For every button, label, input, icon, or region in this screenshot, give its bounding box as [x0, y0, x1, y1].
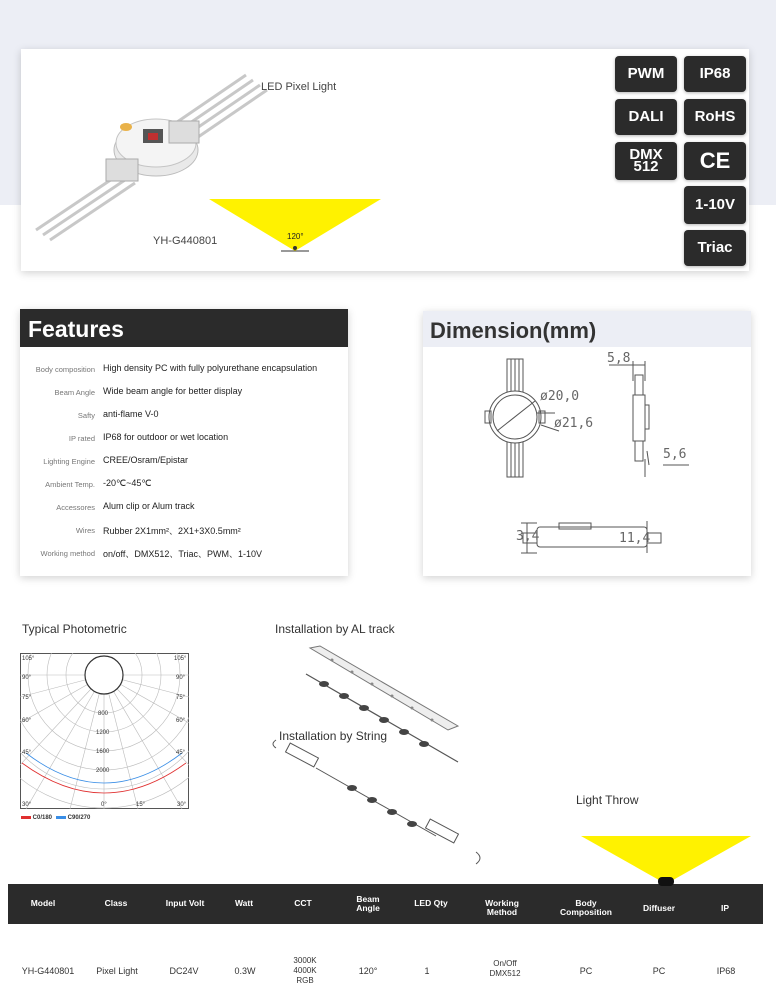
- lamp-marker: [657, 876, 675, 886]
- feature-row: Lighting Engine CREE/Osram/Epistar: [43, 455, 189, 466]
- polar-angle-label: 75°: [22, 695, 32, 701]
- table-cell: YH-G440801: [21, 966, 75, 976]
- product-name: LED Pixel Light: [261, 81, 337, 93]
- beam-angle-label: 120°: [287, 232, 304, 241]
- feature-row: Wires Rubber 2X1mm²、2X1+3X0.5mm²: [75, 526, 241, 536]
- legend-label-c90: C90/270: [67, 815, 91, 821]
- legend-label-c0: C0/180: [32, 815, 53, 821]
- polar-ring-label: 800: [98, 711, 109, 717]
- polar-angle-label: 60°: [22, 718, 32, 724]
- polar-angle-label: 30°: [22, 802, 32, 808]
- polar-angle-label: 60°: [176, 718, 186, 724]
- table-header-cell: IP: [720, 903, 730, 913]
- polar-ring-label: 2000: [96, 768, 110, 774]
- dim-label-h2: 11,4: [619, 531, 651, 546]
- polar-angle-label: 45°: [176, 750, 186, 756]
- badge-ce: CE: [684, 142, 746, 180]
- feature-row: Safty anti-flame V-0: [77, 409, 159, 420]
- table-cell: 1: [424, 966, 430, 976]
- dim-label-d2: ø21,6: [554, 416, 594, 431]
- legend-swatch-c0: [21, 816, 31, 819]
- table-header-cell: CCT: [294, 898, 312, 908]
- feature-row: IP rated IP68 for outdoor or wet location: [68, 432, 229, 443]
- beam-cone: [209, 199, 381, 254]
- feature-row: Working method on/off、DMX512、Triac、PWM、1-10V: [40, 549, 263, 559]
- table-cell: PC: [579, 966, 593, 976]
- table-cell: Pixel Light: [96, 966, 138, 976]
- table-header-cell: Input Volt: [165, 898, 205, 908]
- polar-ring-label: 1200: [96, 730, 110, 736]
- features-card: [20, 309, 348, 576]
- dimension-title: Dimension(mm): [423, 311, 751, 347]
- product-model: YH-G440801: [153, 235, 218, 247]
- polar-angle-label: 75°: [176, 695, 186, 701]
- table-cell: 3000K 4000K RGB: [293, 956, 317, 985]
- badge-dmx512: DMX 512: [615, 142, 677, 180]
- polar-bottom-angle: 15°: [136, 802, 146, 808]
- legend-c0: [21, 815, 52, 821]
- installation-illustration: [266, 640, 490, 872]
- badge-1-10v: 1-10V: [684, 186, 746, 224]
- table-cell: On/Off DMX512: [489, 959, 521, 978]
- badge-dali: DALI: [615, 99, 677, 135]
- polar-angle-label: 105°: [22, 656, 35, 662]
- feature-row: Ambient Temp. -20℃~45℃: [45, 478, 152, 489]
- photometric-title: Typical Photometric: [22, 622, 127, 636]
- table-header-cell: Beam Angle: [356, 894, 380, 913]
- table-header-cell: Body Composition: [560, 898, 612, 917]
- dimension-drawing: [423, 347, 751, 576]
- feature-row: Accessores Alum clip or Alum track: [56, 501, 195, 512]
- table-cell: 120°: [358, 966, 378, 976]
- polar-photometric-chart: [20, 653, 189, 809]
- dim-label-d1: ø20,0: [540, 389, 580, 404]
- table-header-cell: Class: [104, 898, 128, 908]
- table-cell: 0.3W: [234, 966, 256, 976]
- polar-angle-label: 90°: [176, 675, 186, 681]
- installation-track-title: Installation by AL track: [275, 622, 395, 636]
- dim-label-w2: 5,6: [663, 447, 687, 462]
- legend-c90: [56, 815, 90, 821]
- badge-rohs: RoHS: [684, 99, 746, 135]
- legend-swatch-c90: [56, 816, 66, 819]
- polar-angle-label: 45°: [22, 750, 32, 756]
- table-cell: DC24V: [169, 966, 199, 976]
- table-header-cell: Diffuser: [642, 903, 676, 913]
- table-header-cell: Model: [30, 898, 56, 908]
- table-cell: PC: [652, 966, 666, 976]
- polar-angle-label: 30°: [177, 802, 187, 808]
- polar-ring-label: 1600: [96, 749, 110, 755]
- dimension-card: [423, 311, 751, 576]
- table-header-cell: LED Qty: [414, 898, 448, 908]
- features-title: Features: [20, 309, 348, 347]
- installation-string-title: Installation by String: [279, 729, 388, 743]
- feature-row: Beam Angle Wide beam angle for better display: [54, 386, 243, 397]
- table-cell: IP68: [716, 966, 736, 976]
- dim-label-w1: 5,8: [607, 351, 631, 366]
- light-throw-title: Light Throw: [576, 793, 639, 807]
- badge-pwm: PWM: [615, 56, 677, 92]
- table-header-cell: Watt: [234, 898, 254, 908]
- feature-row: Body composition High density PC with fully polyurethane encapsulation: [35, 363, 318, 374]
- badge-ip68: IP68: [684, 56, 746, 92]
- polar-bottom-angle: 0°: [101, 802, 107, 808]
- polar-angle-label: 105°: [174, 656, 187, 662]
- polar-angle-label: 90°: [22, 675, 32, 681]
- dim-label-h1: 3,4: [516, 529, 540, 544]
- table-header-cell: Working Method: [485, 898, 519, 917]
- badge-triac: Triac: [684, 230, 746, 266]
